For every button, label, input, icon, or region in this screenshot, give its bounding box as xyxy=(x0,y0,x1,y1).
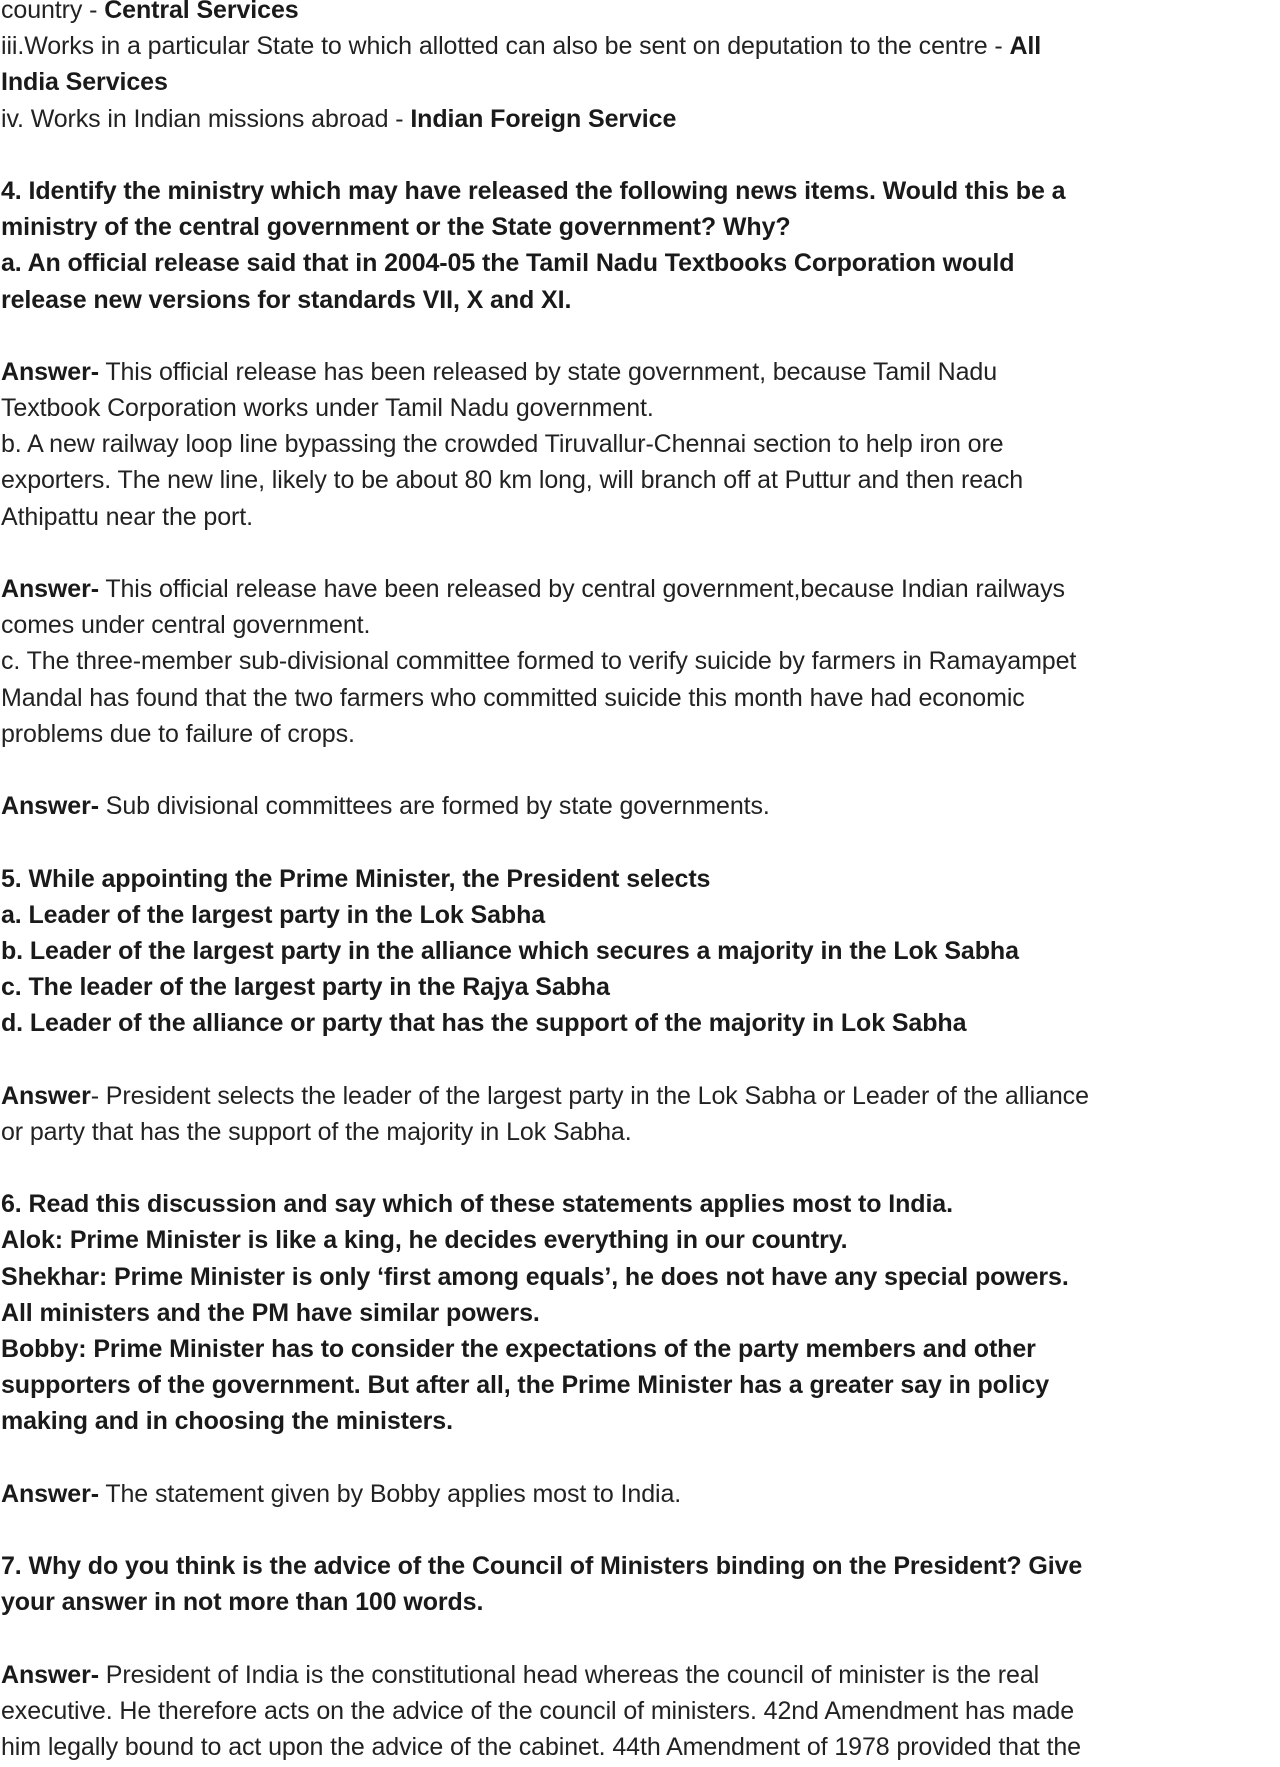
answer-text: iii.Works in a particular State to which allotted can also be sent on deputation to the centre - xyxy=(1,32,1010,61)
answer-label: Answer- xyxy=(1,792,99,821)
answer-label: Answer- xyxy=(1,1479,99,1508)
item-text: Mandal has found that the two farmers who committed suicide this month have had economic xyxy=(1,683,1025,712)
answer-label: Answer xyxy=(1,1081,91,1110)
question-text: 4. Identify the ministry which may have released the following news items. Would this be a xyxy=(1,176,1066,205)
item-text: Athipattu near the port. xyxy=(1,502,253,531)
answer-line xyxy=(1,1476,1280,1512)
answer-label: Answer- xyxy=(1,357,99,386)
option-text: a. Leader of the largest party in the Lok Sabha xyxy=(1,900,546,929)
question-text: Shekhar: Prime Minister is only ‘first among equals’, he does not have any special powers. xyxy=(1,1262,1069,1291)
question-text: a. An official release said that in 2004-05 the Tamil Nadu Textbooks Corporation would xyxy=(1,249,1015,278)
option-text: b. Leader of the largest party in the alliance which secures a majority in the Lok Sabha xyxy=(1,936,1019,965)
item-text: c. The three-member sub-divisional committee formed to verify suicide by farmers in Ramayampet xyxy=(1,647,1077,676)
answer-term: All xyxy=(1009,32,1042,61)
question-text: making and in choosing the ministers. xyxy=(1,1407,453,1436)
option-text: d. Leader of the alliance or party that has the support of the majority in Lok Sabha xyxy=(1,1009,967,1038)
answer-term: Central Services xyxy=(104,0,299,24)
question-text: Bobby: Prime Minister has to consider the expectations of the party members and other xyxy=(1,1334,1036,1363)
answer-line xyxy=(1,1078,1280,1114)
answer-text: This official release have been released by central government,because Indian railways xyxy=(98,575,1065,603)
item-text: exporters. The new line, likely to be about 80 km long, will branch off at Puttur and then reach xyxy=(1,466,1024,495)
question-text: your answer in not more than 100 words. xyxy=(1,1588,484,1617)
answer-text: President of India is the constitutional head whereas the council of minister is the real xyxy=(98,1660,1040,1689)
answer-text: iv. Works in Indian missions abroad - xyxy=(1,104,411,133)
answer-text: Textbook Corporation works under Tamil Nadu government. xyxy=(1,394,654,423)
answer-line xyxy=(1,788,1280,824)
question-text: release new versions for standards VII, X and XI. xyxy=(1,285,572,314)
answer-line xyxy=(1,571,1280,607)
answer-line xyxy=(1,28,1280,64)
question-text: All ministers and the PM have similar powers. xyxy=(1,1298,540,1327)
answer-line xyxy=(1,354,1280,390)
answer-text: This official release has been released by state government, because Tamil Nadu xyxy=(98,357,998,386)
answer-text: or party that has the support of the majority in Lok Sabha. xyxy=(1,1117,632,1146)
answer-line xyxy=(1,1657,1280,1693)
answer-text: country - xyxy=(1,0,105,24)
question-text: 7. Why do you think is the advice of the Council of Ministers binding on the President? Give xyxy=(1,1552,1083,1581)
item-text: problems due to failure of crops. xyxy=(1,719,355,748)
answer-term: India Services xyxy=(1,68,168,97)
answer-text: - President selects the leader of the largest party in the Lok Sabha or Leader of the alliance xyxy=(90,1081,1089,1110)
question-text: ministry of the central government or the State government? Why? xyxy=(1,213,791,242)
answer-line xyxy=(1,64,1280,100)
item-text: b. A new railway loop line bypassing the crowded Tiruvallur-Chennai section to help iron ore xyxy=(1,430,1004,459)
answer-line xyxy=(1,101,1280,137)
answer-text: Sub divisional committees are formed by state governments. xyxy=(98,792,770,821)
answer-text: him legally bound to act upon the advice of the cabinet. 44th Amendment of 1978 provided that the xyxy=(1,1733,1081,1761)
option-text: c. The leader of the largest party in the Rajya Sabha xyxy=(1,973,610,1002)
question-text: Alok: Prime Minister is like a king, he decides everything in our country. xyxy=(1,1226,848,1255)
answer-label: Answer- xyxy=(1,1660,99,1689)
answer-term: Indian Foreign Service xyxy=(410,104,677,133)
answer-line xyxy=(1,0,1280,28)
question-text: 6. Read this discussion and say which of these statements applies most to India. xyxy=(1,1190,953,1219)
answer-text: executive. He therefore acts on the advice of the council of ministers. 42nd Amendment has made xyxy=(1,1696,1075,1725)
answer-text: The statement given by Bobby applies most to India. xyxy=(98,1479,682,1508)
question-text: supporters of the government. But after all, the Prime Minister has a greater say in policy xyxy=(1,1371,1050,1400)
answer-label: Answer- xyxy=(1,575,99,603)
question-text: 5. While appointing the Prime Minister, the President selects xyxy=(1,864,711,893)
answer-text: comes under central government. xyxy=(1,611,371,640)
